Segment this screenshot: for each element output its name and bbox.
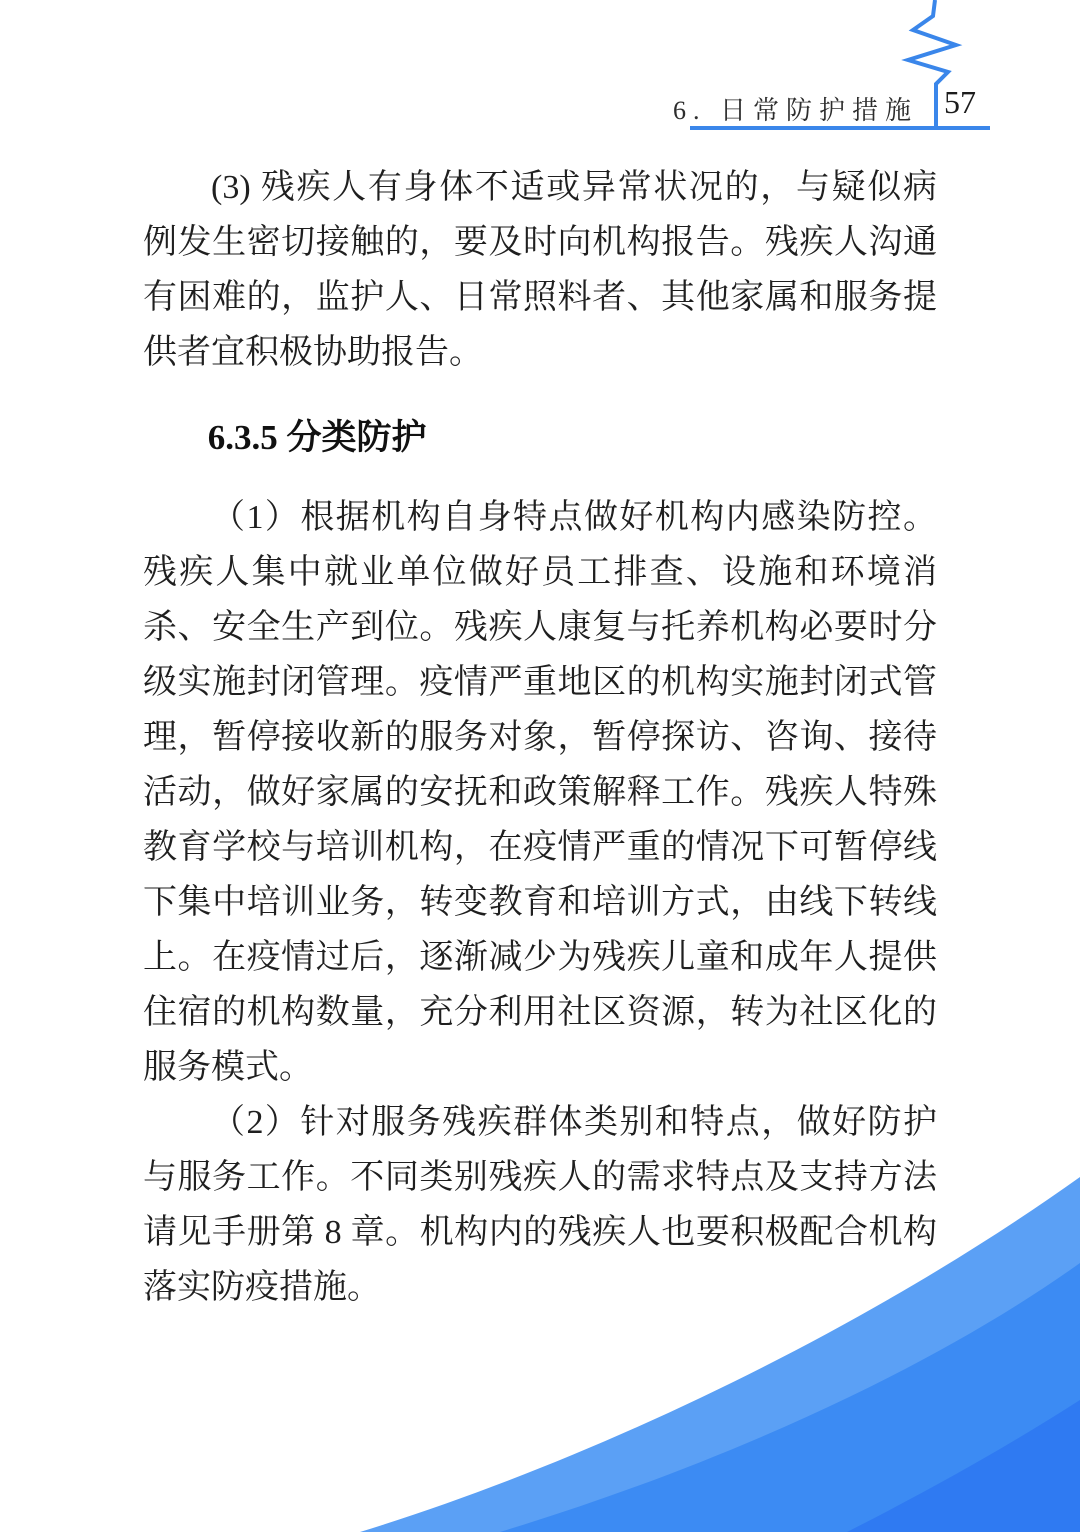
running-header-chapter: 6. 日常防护措施 [672, 96, 918, 125]
paragraph-item-3: (3) 残疾人有身体不适或异常状况的，与疑似病例发生密切接触的，要及时向机构报告。残疾人沟通有困难的，监护人、日常照料者、其他家属和服务提供者宜积极协助报告。 [143, 169, 937, 371]
page-number: 57 [944, 84, 976, 120]
header-rule [690, 126, 990, 130]
section-heading: 6.3.5 分类防护 [207, 418, 427, 457]
paragraph-item-2: （2）针对服务残疾群体类别和特点，做好防护与服务工作。不同类别残疾人的需求特点及支持方法请见手册第 8 章。机构内的残疾人也要积极配合机构落实防疫措施。 [143, 1104, 937, 1306]
paragraph-item-1: （1）根据机构自身特点做好机构内感染防控。残疾人集中就业单位做好员工排查、设施和环境消杀、安全生产到位。残疾人康复与托养机构必要时分级实施封闭管理。疫情严重地区的机构实施封闭式管理，暂停接收新的服务对象，暂停探访、咨询、接待活动，做好家属的安抚和政策解释工作。残疾人特殊教育学校与培训机构，在疫情严重的情况下可暂停线下集中培训业务，转变教育和培训方式，由线下转线上。在疫情过后，逐渐减少为残疾儿童和成年人提供住宿的机构数量，充分利用社区资源，转为社区化的服务模式。 [143, 499, 937, 1086]
footer-wave-decoration [0, 1132, 1080, 1532]
